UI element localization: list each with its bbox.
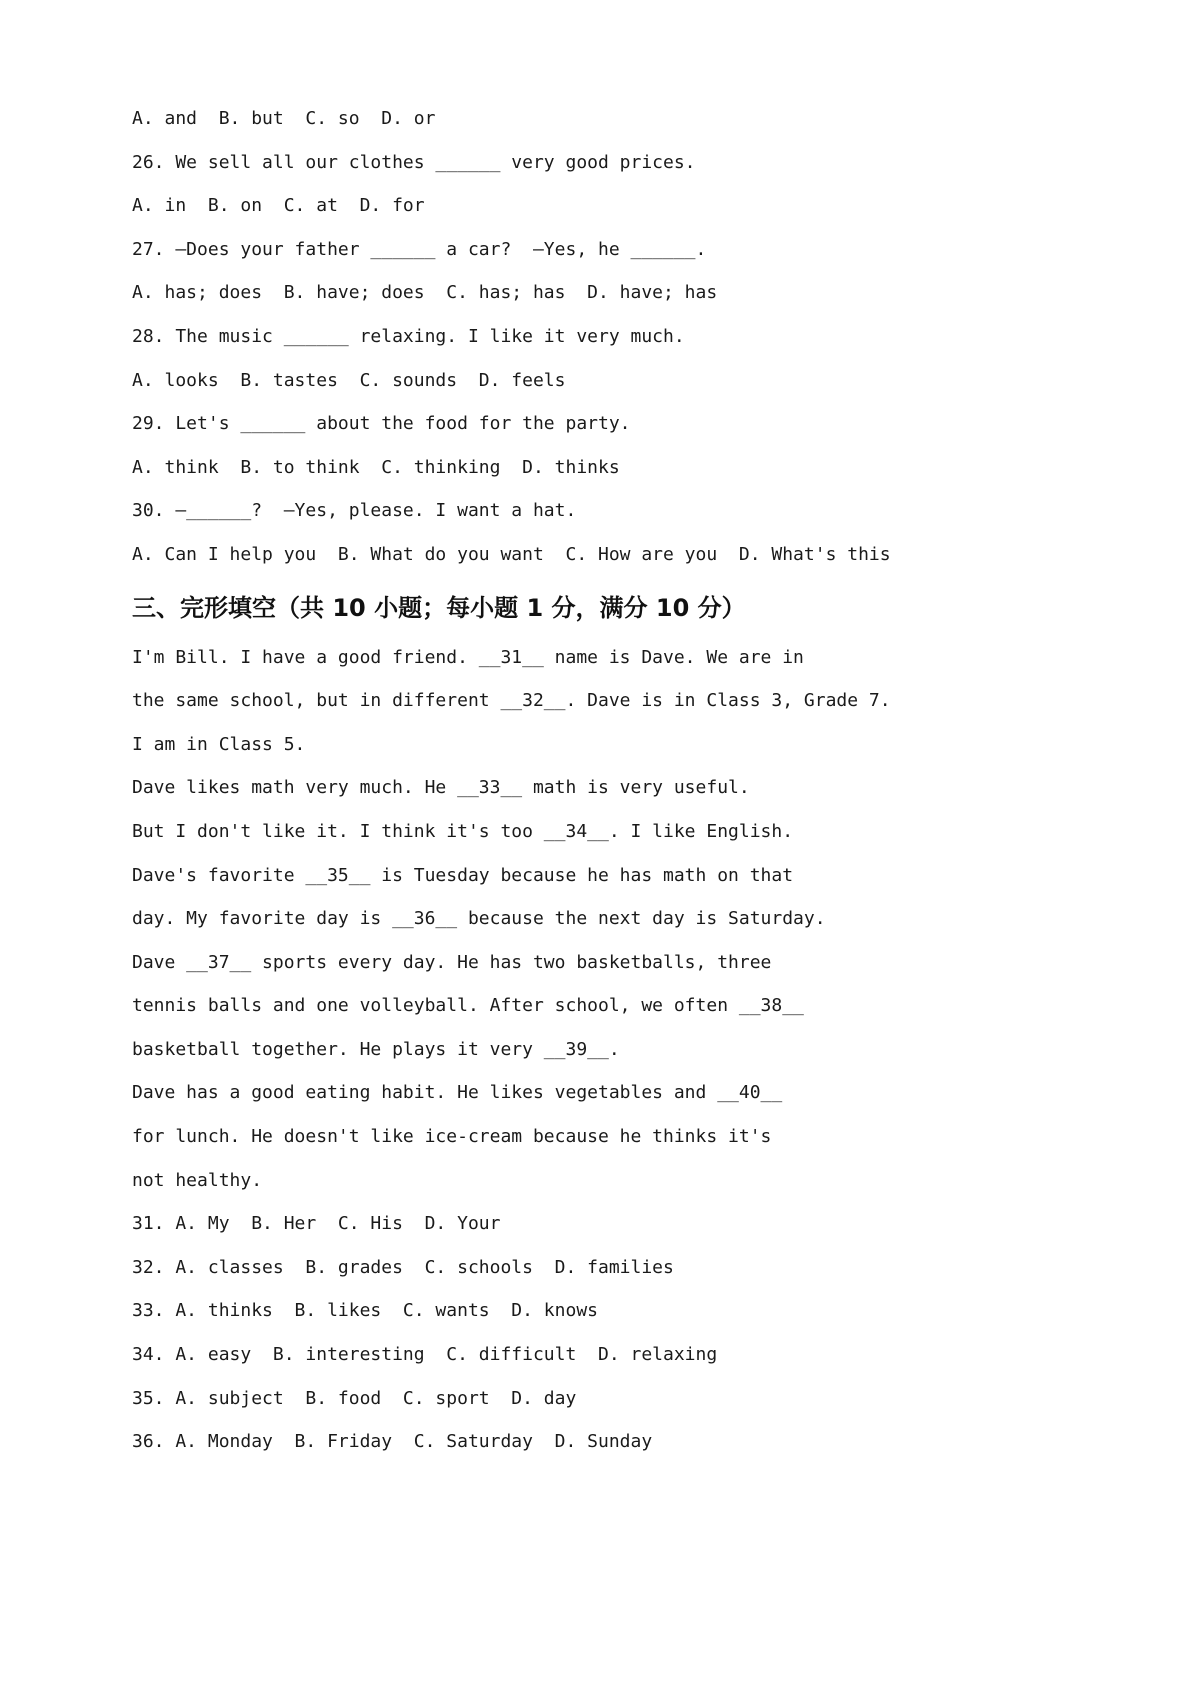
- passage-line: the same school, but in different __32__. Dave is in Class 3, Grade 7.: [132, 690, 891, 712]
- question-30: 30. —______? —Yes, please. I want a hat.: [132, 500, 577, 522]
- passage-line: day. My favorite day is __36__ because the next day is Saturday.: [132, 908, 826, 930]
- passage-line: I am in Class 5.: [132, 733, 306, 755]
- options-32: 32. A. classes B. grades C. schools D. families: [132, 1256, 674, 1278]
- options-26: A. in B. on C. at D. for: [132, 195, 425, 217]
- question-29: 29. Let's ______ about the food for the party.: [132, 413, 631, 435]
- section-heading: 三、完形填空（共 10 小题；每小题 1 分，满分 10 分）: [132, 593, 746, 622]
- passage-line: Dave likes math very much. He __33__ math is very useful.: [132, 777, 750, 799]
- passage-line: not healthy.: [132, 1169, 263, 1191]
- passage-line: But I don't like it. I think it's too __34__. I like English.: [132, 820, 794, 842]
- options-25: A. and B. but C. so D. or: [132, 108, 436, 129]
- options-34: 34. A. easy B. interesting C. difficult D. relaxing: [132, 1344, 718, 1366]
- question-27: 27. —Does your father ______ a car? —Yes, he ______.: [132, 238, 707, 260]
- passage-line: Dave __37__ sports every day. He has two basketballs, three: [132, 951, 772, 973]
- options-27: A. has; does B. have; does C. has; has D. have; has: [132, 282, 718, 304]
- options-28: A. looks B. tastes C. sounds D. feels: [132, 369, 566, 391]
- passage-line: basketball together. He plays it very __39__.: [132, 1038, 620, 1060]
- options-30: A. Can I help you B. What do you want C. How are you D. What's this: [132, 543, 891, 565]
- options-31: 31. A. My B. Her C. His D. Your: [132, 1213, 501, 1235]
- passage-line: Dave's favorite __35__ is Tuesday because he has math on that: [132, 864, 794, 886]
- question-26: 26. We sell all our clothes ______ very good prices.: [132, 151, 696, 173]
- options-36: 36. A. Monday B. Friday C. Saturday D. Sunday: [132, 1431, 653, 1453]
- passage-line: I'm Bill. I have a good friend. __31__ name is Dave. We are in: [132, 646, 804, 668]
- passage-line: tennis balls and one volleyball. After school, we often __38__: [132, 995, 804, 1017]
- document-content: [132, 97, 1032, 1464]
- passage-line: for lunch. He doesn't like ice-cream because he thinks it's: [132, 1126, 772, 1148]
- options-35: 35. A. subject B. food C. sport D. day: [132, 1387, 577, 1409]
- passage-line: Dave has a good eating habit. He likes vegetables and __40__: [132, 1082, 783, 1104]
- options-29: A. think B. to think C. thinking D. thinks: [132, 456, 620, 478]
- question-28: 28. The music ______ relaxing. I like it very much.: [132, 325, 685, 347]
- options-33: 33. A. thinks B. likes C. wants D. knows: [132, 1300, 598, 1322]
